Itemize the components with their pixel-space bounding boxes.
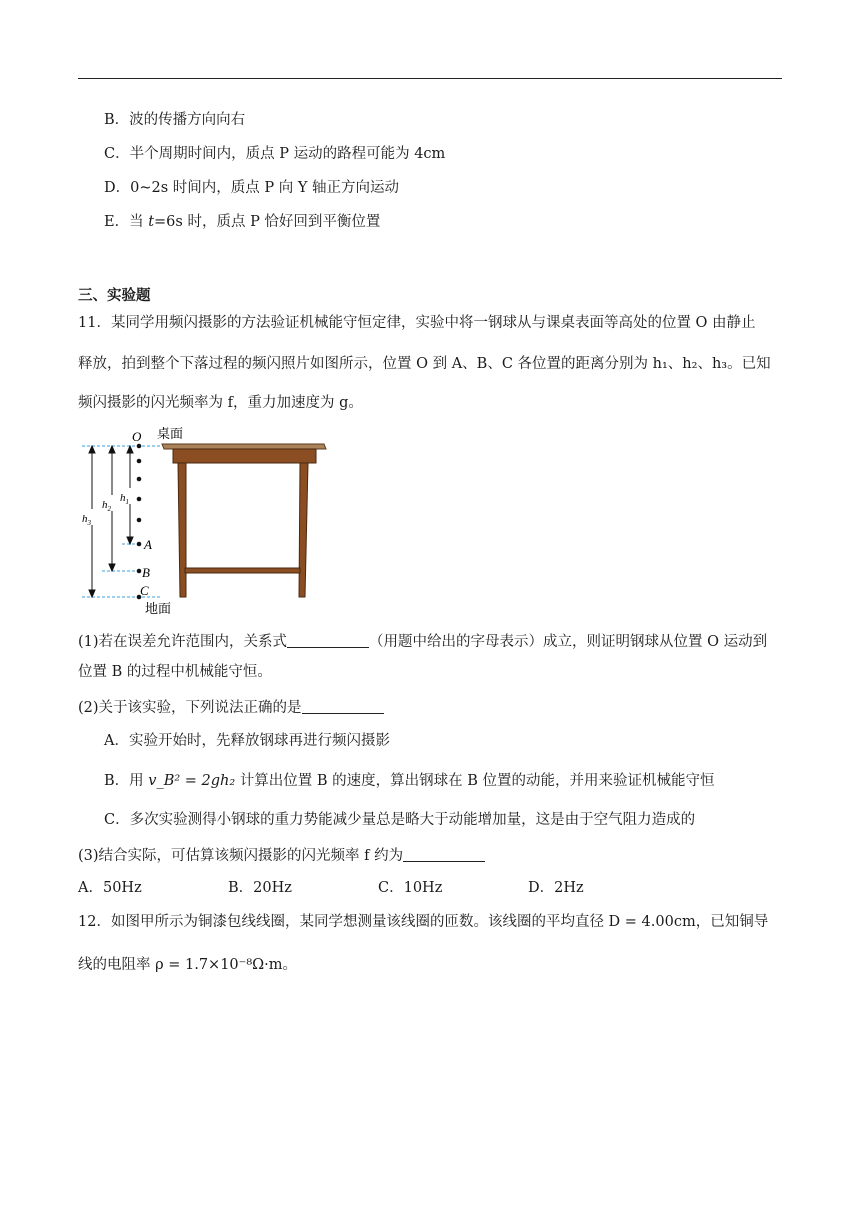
q11-sub3-opt-b: B．20Hz xyxy=(228,880,292,896)
q11-sub2-a: A．实验开始时，先释放钢球再进行频闪摄影 xyxy=(104,733,390,749)
label-O: O xyxy=(132,429,142,444)
label-B: B xyxy=(142,565,150,580)
q12-line1: 12．如图甲所示为铜漆包线线圈，某同学想测量该线圈的匝数。该线圈的平均直径 D = 4.00cm，已知铜导 xyxy=(78,914,769,930)
label-h1: $h_1$ xyxy=(120,492,129,506)
q12-line2: 线的电阻率 ρ = 1.7×10⁻⁸Ω·m。 xyxy=(78,957,298,973)
q11-line3: 频闪摄影的闪光频率为 f，重力加速度为 g。 xyxy=(78,395,363,411)
q11-line2: 释放，拍到整个下落过程的频闪照片如图所示，位置 O 到 A、B、C 各位置的距离分别为 h₁、h₂、h₃。已知 xyxy=(78,356,771,372)
desk-drawing xyxy=(162,444,326,597)
q11-sub1: (1)若在误差允许范围内，关系式 （用题中给出的字母表示）成立，则证明钢球从位置 O 运动到 xyxy=(78,634,768,650)
q11-sub2-c: C．多次实验测得小钢球的重力势能减少量总是略大于动能增加量，这是由于空气阻力造成的 xyxy=(104,812,696,828)
experiment-figure xyxy=(78,425,338,620)
option-c: C．半个周期时间内，质点 P 运动的路程可能为 4cm xyxy=(104,146,446,162)
option-b: B．波的传播方向向右 xyxy=(104,112,246,128)
q11-line1: 11．某同学用频闪摄影的方法验证机械能守恒定律，实验中将一钢球从与课桌表面等高处的位置 O 由静止 xyxy=(78,315,756,331)
label-desk: 桌面 xyxy=(157,427,184,442)
option-e: E．当 t=6s 时，质点 P 恰好回到平衡位置 xyxy=(104,214,381,230)
label-A: A xyxy=(144,537,152,552)
answer-blank-3[interactable] xyxy=(403,847,485,862)
q11-sub3-opt-a: A．50Hz xyxy=(78,880,142,896)
header-rule xyxy=(78,78,782,79)
q11-sub3-opt-c: C．10Hz xyxy=(378,880,443,896)
q11-sub1-cont: 位置 B 的过程中机械能守恒。 xyxy=(78,664,272,680)
label-h2: $h_2$ xyxy=(102,499,111,513)
answer-blank-2[interactable] xyxy=(302,699,384,714)
flash-dots xyxy=(137,444,142,600)
q11-sub2: (2)关于该实验，下列说法正确的是 xyxy=(78,698,384,718)
label-h3: $h_3$ xyxy=(82,513,91,527)
q11-sub3: (3)结合实际，可估算该频闪摄影的闪光频率 f 约为 xyxy=(78,846,485,866)
answer-blank-1[interactable] xyxy=(287,633,369,648)
label-C: C xyxy=(140,583,149,598)
section-title: 三、实验题 xyxy=(78,287,151,304)
label-ground: 地面 xyxy=(145,602,172,617)
q11-sub3-opt-d: D．2Hz xyxy=(528,880,584,896)
option-d: D．0~2s 时间内，质点 P 向 Y 轴正方向运动 xyxy=(104,180,400,196)
q11-sub2-b: B．用 v_B² = 2gh₂ 计算出位置 B 的速度，算出钢球在 B 位置的动能，并用来验证机械能守恒 xyxy=(104,773,715,789)
formula-vb: v_B² = 2gh₂ xyxy=(148,773,236,789)
